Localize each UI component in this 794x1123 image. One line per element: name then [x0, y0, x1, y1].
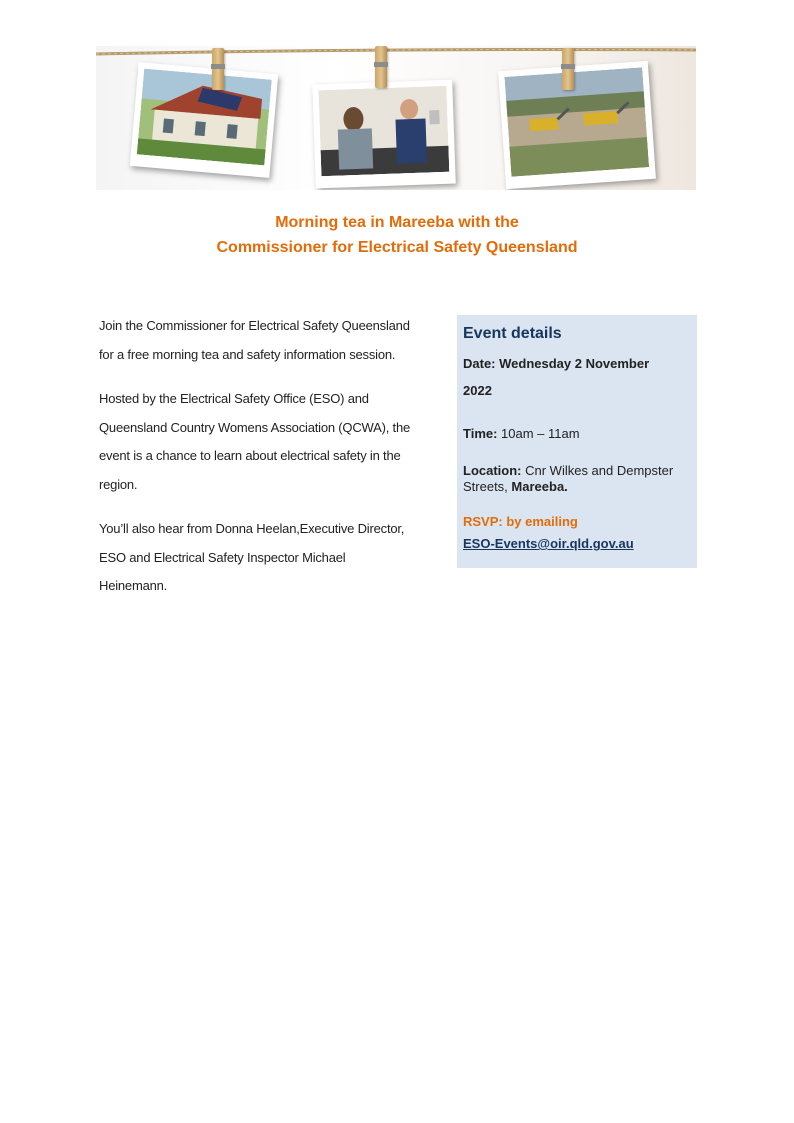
event-date-year: 2022 [463, 383, 492, 398]
intro-paragraph-3-line: ESO and Electrical Safety Inspector Michael [99, 549, 346, 565]
intro-paragraph-1-line: Join the Commissioner for Electrical Safety Queensland [99, 318, 410, 333]
event-time: Time: 10am – 11am [463, 426, 580, 441]
excavators-on-site-photo [498, 61, 656, 189]
header-banner [96, 46, 696, 190]
event-title-line-2: Commissioner for Electrical Safety Queensland [216, 239, 578, 256]
intro-paragraph-2-line: region. [99, 476, 138, 492]
clothes-peg [375, 46, 387, 88]
rsvp-label: RSVP: by emailing [463, 514, 578, 529]
electrician-at-switchboard-photo [312, 80, 456, 189]
event-details-panel [457, 315, 697, 568]
event-location: Location: Cnr Wilkes and Dempster [463, 463, 674, 478]
intro-paragraph-1-line: for a free morning tea and safety information session. [99, 346, 396, 362]
intro-paragraph-3-line: You’ll also hear from Donna Heelan,Executive Director, [99, 521, 405, 536]
intro-paragraph-2-line: Queensland Country Womens Association (QCWA), the [99, 419, 411, 435]
house-with-solar-panels-photo [130, 62, 279, 178]
intro-text [99, 312, 439, 601]
clothes-peg [562, 48, 574, 90]
intro-paragraph-3-line: Heinemann. [99, 578, 168, 593]
event-details-heading: Event details [463, 325, 562, 342]
event-date: Date: Wednesday 2 November [463, 356, 650, 371]
intro-paragraph-2-line: event is a chance to learn about electrical safety in the [99, 448, 401, 463]
intro-paragraph-2-line: Hosted by the Electrical Safety Office (ESO) and [99, 391, 369, 406]
rsvp-email-link[interactable]: ESO-Events@oir.qld.gov.au [463, 536, 634, 551]
clothes-peg [212, 48, 224, 90]
event-location-line-2: Streets, Mareeba. [463, 479, 568, 494]
event-title-line-1: Morning tea in Mareeba with the [275, 214, 519, 231]
